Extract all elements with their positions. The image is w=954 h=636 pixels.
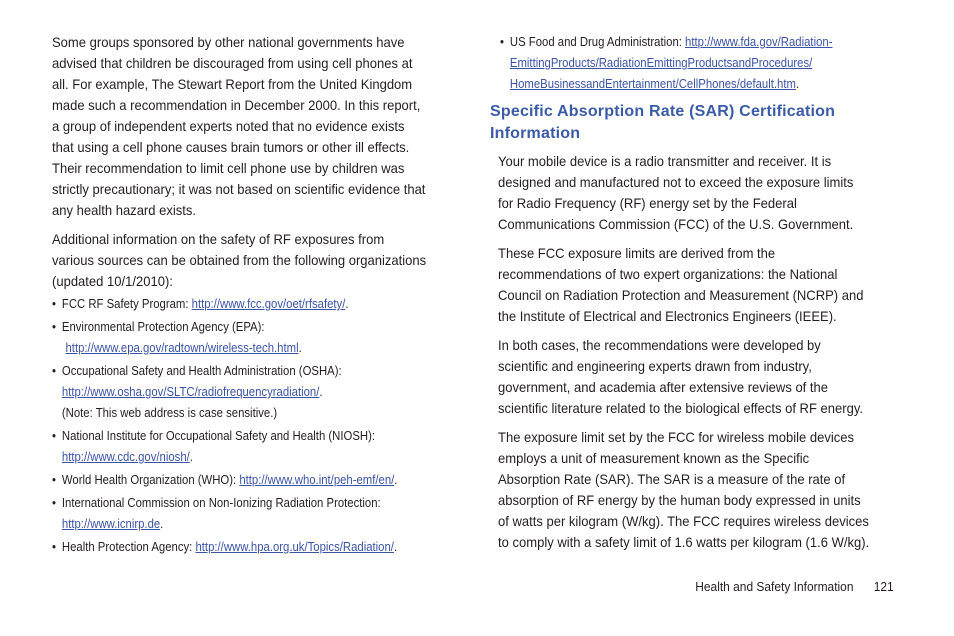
epa-link[interactable]: http://www.epa.gov/radtown/wireless-tech.html xyxy=(65,341,299,355)
sar-paragraph-3: In both cases, the recommendations were developed by scientific and engineering experts drawn from industry, government, and academia after extensive reviews of the scientific literature related to the biological effects of RF energy. xyxy=(498,337,863,416)
bullet-icon: • xyxy=(52,540,56,554)
bullet-icon: • xyxy=(52,429,56,443)
sar-section-heading: Specific Absorption Rate (SAR) Certification Information xyxy=(490,103,836,142)
bullet-icon: • xyxy=(52,320,56,334)
punctuation: . xyxy=(189,450,193,464)
organization-list xyxy=(52,294,457,558)
right-column xyxy=(490,32,900,561)
fda-link-line2[interactable]: EmittingProducts/RadiationEmittingProductsandProcedures/ xyxy=(509,56,813,70)
footer-section-title: Health and Safety Information xyxy=(695,579,854,594)
osha-link[interactable]: http://www.osha.gov/SLTC/radiofrequencyradiation/ xyxy=(61,385,320,399)
sar-paragraph-4: The exposure limit set by the FCC for wireless mobile devices employs a unit of measurement known as the Specific Absorption Rate (SAR). The SAR is a measure of the rate of absorption of RF energy by the human body expressed in units of watts per kilogram (W/kg). The FCC requires wireless devices to comply with a safety limit of 1.6 watts per kilogram (1.6 W/kg). xyxy=(498,429,870,550)
list-item-label: US Food and Drug Administration: xyxy=(509,35,686,49)
who-link[interactable]: http://www.who.int/peh-emf/en/ xyxy=(239,473,395,487)
stewart-report-paragraph: Some groups sponsored by other national governments have advised that children be discouraged from using cell phones at all. For example, The Stewart Report from the United Kingdom made such a recommendation in December 2000. In this report, a group of independent experts noted that no evidence exists that using a cell phone causes brain tumors or other ill effects. Their recommendation to limit cell phone use by children was strictly precautionary; it was not based on scientific evidence that any health hazard exists. xyxy=(52,34,426,218)
case-sensitive-note: (Note: This web address is case sensitive.) xyxy=(61,406,278,420)
list-item-epa xyxy=(52,317,417,359)
sar-section-body xyxy=(490,151,900,553)
bullet-icon: • xyxy=(500,35,504,49)
list-item-label: International Commission on Non-Ionizing Radiation Protection: xyxy=(61,496,381,510)
list-item-icnirp xyxy=(52,493,417,535)
list-item-label: Occupational Safety and Health Administration (OSHA): xyxy=(61,364,342,378)
sar-paragraph-2: These FCC exposure limits are derived from the recommendations of two expert organizations: the National Council on Radiation Protection and Measurement (NCRP) and the Institute of Electrical and Electronics Engineers (IEEE). xyxy=(498,245,864,324)
hpa-link[interactable]: http://www.hpa.org.uk/Topics/Radiation/ xyxy=(195,540,394,554)
punctuation: . xyxy=(393,540,398,554)
fda-link-line1[interactable]: http://www.fda.gov/Radiation- xyxy=(685,35,833,49)
sar-paragraph-1: Your mobile device is a radio transmitter and receiver. It is designed and manufactured not to exceed the exposure limits for Radio Frequency (RF) energy set by the Federal Communications Commission (FCC) of the U.S. Government. xyxy=(498,153,854,232)
punctuation: . xyxy=(298,341,302,355)
bullet-icon: • xyxy=(52,297,56,311)
punctuation: . xyxy=(795,77,800,91)
punctuation: . xyxy=(394,473,398,487)
list-item-niosh xyxy=(52,426,417,468)
list-item-fcc xyxy=(52,294,417,315)
page-footer xyxy=(696,577,894,597)
list-item-hpa xyxy=(52,537,417,558)
fda-list xyxy=(490,32,900,95)
list-item-label: FCC RF Safety Program: xyxy=(61,297,192,311)
punctuation: . xyxy=(319,385,323,399)
page-number: 121 xyxy=(874,579,894,594)
list-item-label: National Institute for Occupational Safety and Health (NIOSH): xyxy=(61,429,376,443)
bullet-icon: • xyxy=(52,364,56,378)
bullet-icon: • xyxy=(52,496,56,510)
additional-info-paragraph: Additional information on the safety of RF exposures from various sources can be obtained from the following organizations (updated 10/1/2010): xyxy=(52,231,427,289)
left-column xyxy=(52,32,457,560)
list-item-who xyxy=(52,470,417,491)
list-item-label: World Health Organization (WHO): xyxy=(61,473,240,487)
list-item-label: Environmental Protection Agency (EPA): xyxy=(61,320,265,334)
fda-link-line3[interactable]: HomeBusinessandEntertainment/CellPhones/default.htm xyxy=(509,77,796,91)
list-item-osha xyxy=(52,361,417,424)
list-item-label: Health Protection Agency: xyxy=(61,540,196,554)
list-item-fda xyxy=(500,32,860,95)
bullet-icon: • xyxy=(52,473,56,487)
punctuation: . xyxy=(160,517,164,531)
icnirp-link[interactable]: http://www.icnirp.de xyxy=(61,517,161,531)
punctuation: . xyxy=(345,297,349,311)
niosh-link[interactable]: http://www.cdc.gov/niosh/ xyxy=(61,450,190,464)
fcc-link[interactable]: http://www.fcc.gov/oet/rfsafety/ xyxy=(191,297,346,311)
